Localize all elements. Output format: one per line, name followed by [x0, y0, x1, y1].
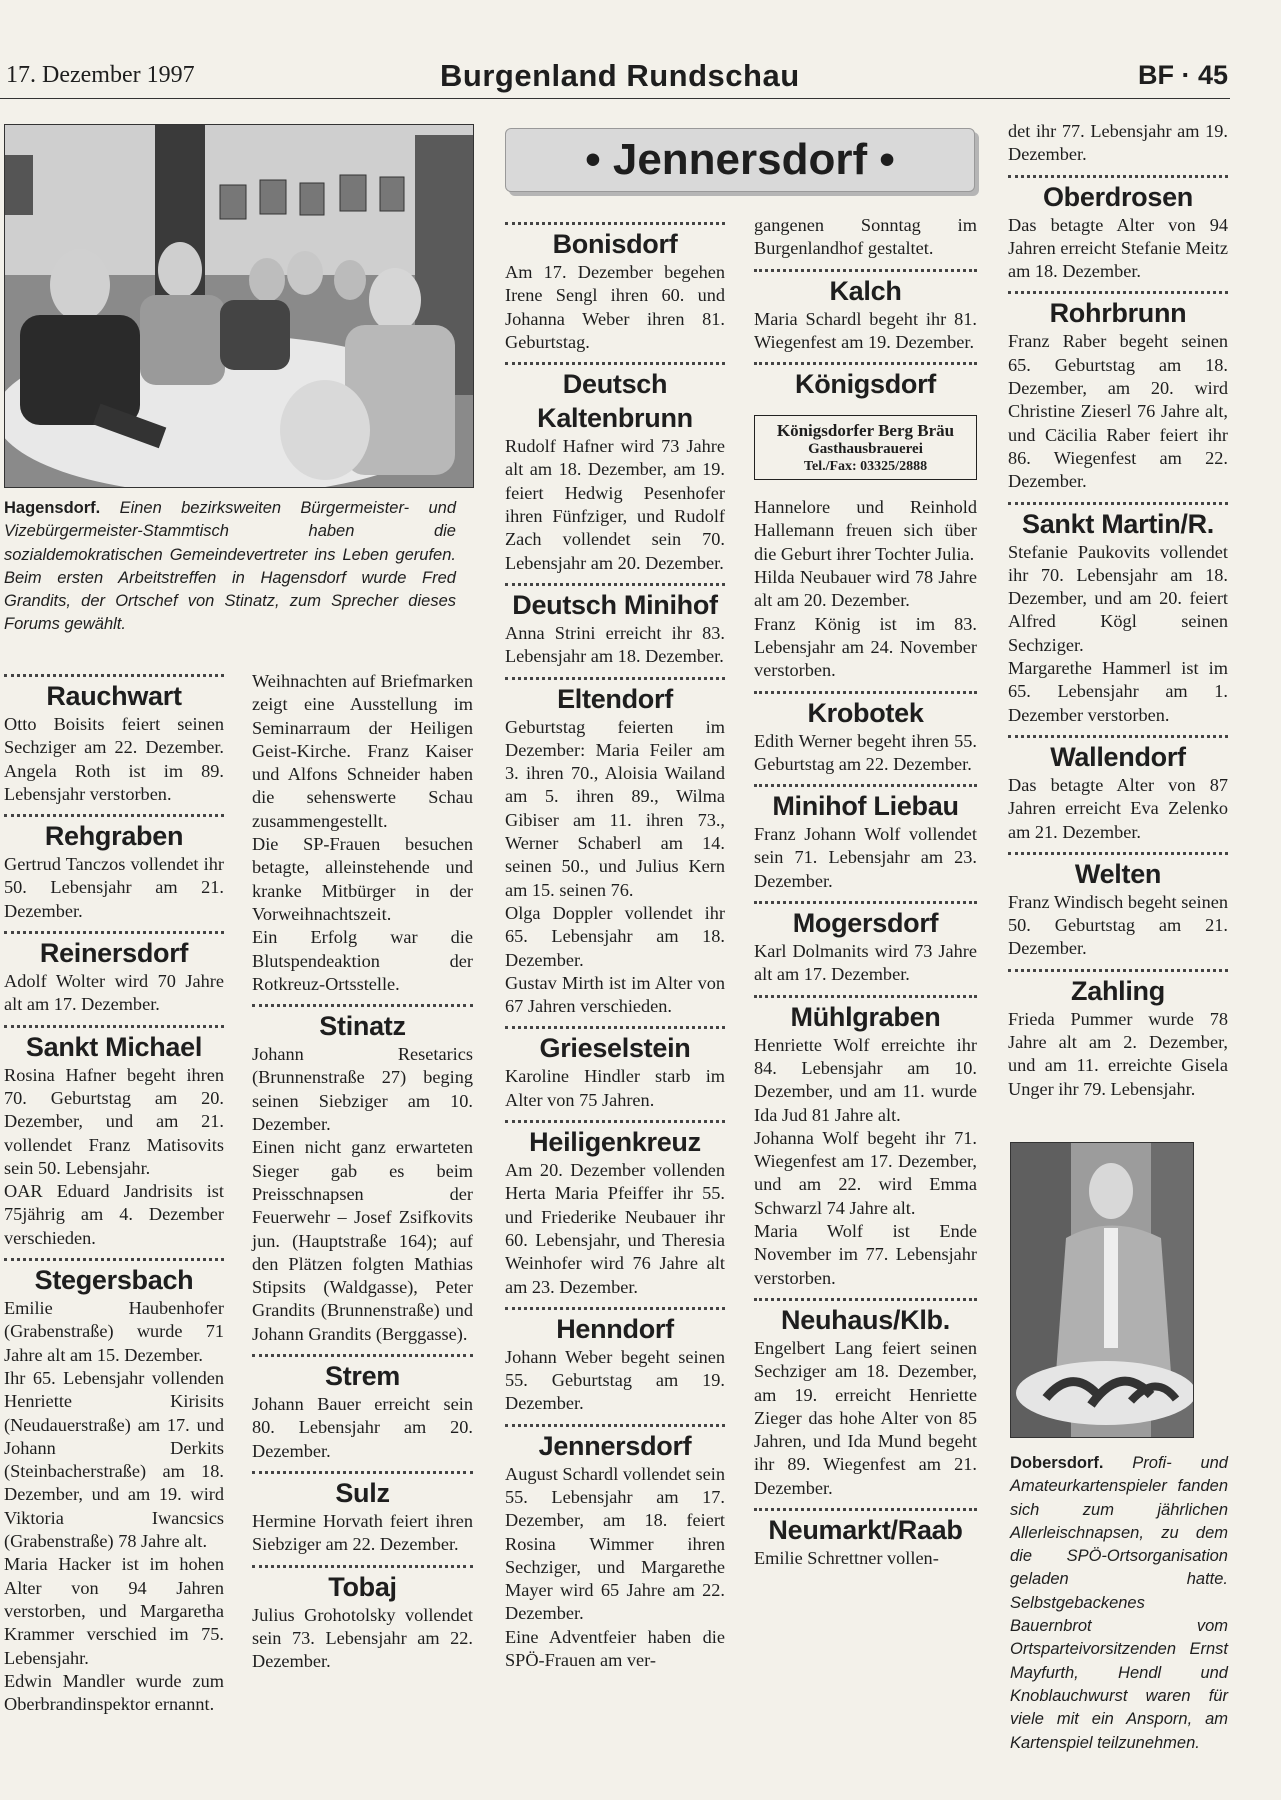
- article-paragraph: Emilie Haubenhofer (Grabenstraße) wurde 71 Jahre alt am 15. Dezember.: [4, 1298, 224, 1365]
- photo-dobersdorf-image: [1011, 1143, 1193, 1437]
- article-paragraph: Adolf Wolter wird 70 Jahre alt am 17. Dezember.: [4, 971, 224, 1015]
- dotted-divider: [754, 1298, 977, 1301]
- place-heading: Minihof Liebau: [772, 791, 959, 822]
- article-body: [754, 730, 977, 777]
- dotted-divider: [505, 1026, 725, 1029]
- article-paragraph: Hilda Neubauer wird 78 Jahre alt am 20. Dezember.: [754, 567, 977, 611]
- article-paragraph: Henriette Wolf erreichte ihr 84. Lebensjahr am 10. Dezember, und am 11. wurde Ida Jud 81 Jahre alt.: [754, 1034, 977, 1125]
- column-3: [505, 214, 725, 1672]
- article: [754, 1508, 977, 1570]
- article-paragraph: Karoline Hindler starb im Alter von 75 Jahren.: [505, 1066, 725, 1110]
- article-paragraph: Johann Weber begeht seinen 55. Geburtstag am 19. Dezember.: [505, 1346, 725, 1414]
- article-paragraph: det ihr 77. Lebensjahr am 19. Dezember.: [1008, 121, 1228, 165]
- article-paragraph: Maria Schardl begeht ihr 81. Wiegenfest am 19. Dezember.: [754, 308, 977, 352]
- article-paragraph: Geburtstag feierten im Dezember: Maria Feiler am 3. ihren 70., Aloisia Wailand am 5. ihren 89., Wilma Gibiser am 11. ihren 73., Werner Schaberl am 14. seinen 50., und Julius Kern am 15. seinen 76.: [505, 716, 725, 900]
- article-body: [505, 435, 725, 575]
- article-paragraph: Margarethe Hammerl ist im 65. Lebensjahr am 1. Dezember verstorben.: [1008, 658, 1228, 725]
- article-paragraph: Rudolf Hafner wird 73 Jahre alt am 18. Dezember, am 19. feiert Hedwig Pesenhofer ihren Fünfziger, und Rudolf Zach vollendet sein 70. Lebensjahr am 20. Dezember.: [505, 436, 725, 573]
- column-4-bottom: [754, 496, 977, 1570]
- place-heading: Strem: [324, 1361, 401, 1392]
- article-paragraph: Julius Grohotolsky vollendet sein 73. Lebensjahr am 22. Dezember.: [252, 1604, 473, 1672]
- article-body: [505, 716, 725, 1019]
- caption-lead-hagensdorf: Hagensdorf.: [4, 499, 101, 517]
- section-banner-jennersdorf: • Jennersdorf •: [505, 128, 975, 192]
- ad-phone: Tel./Fax: 03325/2888: [803, 459, 928, 475]
- place-heading: Reinersdorf: [39, 938, 189, 969]
- article: [505, 362, 725, 575]
- article-body: [252, 1393, 473, 1463]
- article: [252, 1471, 473, 1557]
- place-heading: Neumarkt/Raab: [768, 1514, 963, 1545]
- article: [754, 214, 977, 261]
- article-body: [252, 670, 473, 996]
- article-body: [505, 622, 725, 669]
- dotted-divider: [1008, 735, 1228, 738]
- dotted-divider: [754, 691, 977, 694]
- article-body: [505, 1463, 725, 1673]
- article: [4, 1258, 224, 1716]
- article-paragraph: Gertrud Tanczos vollendet ihr 50. Lebensjahr am 21. Dezember.: [4, 854, 224, 921]
- article-body: [505, 1346, 725, 1416]
- article-body: [1008, 541, 1228, 727]
- article: [754, 995, 977, 1290]
- issue-date: 17. Dezember 1997: [6, 62, 195, 88]
- place-heading: Wallendorf: [1050, 741, 1186, 772]
- place-heading: Krobotek: [807, 697, 924, 728]
- dotted-divider: [1008, 175, 1228, 178]
- article-paragraph: Maria Wolf ist Ende November im 77. Lebensjahr verstorben.: [754, 1221, 977, 1288]
- dotted-divider: [4, 814, 224, 817]
- dotted-divider: [1008, 502, 1228, 505]
- article-paragraph: Das betagte Alter von 94 Jahren erreicht Stefanie Meitz am 18. Dezember.: [1008, 214, 1228, 282]
- article: [4, 931, 224, 1017]
- place-heading: Neuhaus/Klb.: [781, 1304, 950, 1335]
- place-heading: Kalch: [829, 275, 902, 306]
- article: [505, 1026, 725, 1112]
- article-body: [1008, 120, 1228, 167]
- article-body: [4, 970, 224, 1017]
- article-paragraph: Karl Dolmanits wird 73 Jahre alt am 17. Dezember.: [754, 941, 977, 985]
- article: [754, 269, 977, 355]
- article-body: [505, 1159, 725, 1299]
- article-paragraph: Anna Strini erreicht ihr 83. Lebensjahr am 18. Dezember.: [505, 622, 725, 667]
- article-body: [1008, 891, 1228, 961]
- article: [505, 677, 725, 1019]
- article: [505, 583, 725, 669]
- dotted-divider: [754, 901, 977, 904]
- dotted-divider: [505, 1120, 725, 1123]
- place-heading: Rauchwart: [46, 681, 182, 711]
- article-paragraph: Ein Erfolg war die Blutspendeaktion der Rotkreuz-Ortsstelle.: [252, 927, 473, 994]
- dotted-divider: [505, 1307, 725, 1310]
- article-paragraph: Hannelore und Reinhold Hallemann freuen sich über die Geburt ihrer Tochter Julia.: [754, 497, 977, 564]
- article-body: [4, 853, 224, 923]
- caption-text-hagensdorf: Einen bezirksweiten Bürgermeister- und Vizebürgermeister-Stammtisch haben die sozialdemokratischen Gemeindevertreter ins Leben gerufen. Beim ersten Arbeitstreffen in Hagensdorf wurde Fred Grandits, der Ortschef von Stinatz, zum Sprecher dieses Forums gewählt.: [4, 499, 456, 634]
- dotted-divider: [754, 995, 977, 998]
- article: [754, 691, 977, 777]
- place-heading: Deutsch Minihof: [512, 589, 718, 620]
- article-paragraph: Otto Boisits feiert seinen Sechziger am 22. Dezember. Angela Roth ist im 89. Lebensjahr verstorben.: [4, 714, 224, 804]
- column-4-top: [754, 214, 977, 401]
- column-5: [1008, 120, 1228, 1101]
- article-paragraph: Franz Raber begeht seinen 65. Geburtstag am 18. Dezember, am 20. wird Christine Zieserl 76 Jahre alt, und Cäcilia Raber feiert ihr 86. Wiegenfest am 22. Dezember.: [1008, 331, 1228, 492]
- article: [1008, 502, 1228, 727]
- column-1: [4, 666, 224, 1716]
- article: [754, 1298, 977, 1500]
- place-heading: Rohrbrunn: [1049, 298, 1187, 329]
- article-body: [1008, 330, 1228, 493]
- dotted-divider: [4, 1258, 224, 1261]
- article-body: [4, 713, 224, 806]
- article: [1008, 120, 1228, 167]
- dotted-divider: [4, 1025, 224, 1028]
- article: [1008, 735, 1228, 844]
- article: [1008, 291, 1228, 493]
- article-paragraph: Rosina Hafner begeht ihren 70. Geburtstag am 20. Dezember, und am 21. vollendet Franz Matisovits sein 50. Lebensjahr.: [4, 1064, 224, 1178]
- article-paragraph: Johann Resetarics (Brunnenstraße 27) beging seinen Siebziger am 10. Dezember.: [252, 1044, 473, 1135]
- article: [505, 222, 725, 354]
- article: [4, 814, 224, 923]
- place-heading: Grieselstein: [539, 1033, 691, 1064]
- article-body: [754, 940, 977, 987]
- masthead: [0, 58, 1230, 99]
- place-heading: Sankt Michael: [25, 1031, 203, 1062]
- dotted-divider: [505, 222, 725, 225]
- article-body: [505, 261, 725, 354]
- article-paragraph: Weihnachten auf Briefmarken zeigt eine Ausstellung im Seminarraum der Heiligen Geist-Kirche. Franz Kaiser und Alfons Schneider haben die sehenswerte Schau zusammengestellt.: [252, 671, 473, 831]
- newspaper-title: Burgenland Rundschau: [440, 58, 800, 93]
- article-body: [754, 1337, 977, 1500]
- article-body: [252, 1604, 473, 1674]
- article-body: [505, 1065, 725, 1112]
- ad-name: Königsdorfer Berg Bräu: [776, 421, 955, 441]
- ad-koenigsdorfer-berg-braeu: [754, 415, 977, 480]
- photo-dobersdorf-caption: [1010, 1452, 1228, 1755]
- article: [1008, 852, 1228, 961]
- article-paragraph: Johanna Wolf begeht ihr 71. Wiegenfest am 17. Dezember, und am 22. wird Emma Schwarzl 74 Jahre alt.: [754, 1127, 977, 1218]
- place-heading: Zahling: [1071, 975, 1165, 1006]
- article-paragraph: Eine Adventfeier haben die SPÖ-Frauen am ver-: [505, 1626, 725, 1671]
- article: [754, 784, 977, 893]
- article-body: [4, 1064, 224, 1250]
- article: [505, 1424, 725, 1673]
- article: [252, 1004, 473, 1346]
- article-paragraph: Johann Bauer erreicht sein 80. Lebensjahr am 20. Dezember.: [252, 1394, 473, 1461]
- article-paragraph: Olga Doppler vollendet ihr 65. Lebensjahr am 18. Dezember.: [505, 902, 725, 970]
- place-heading: Oberdrosen: [1042, 181, 1194, 212]
- place-heading: Stegersbach: [34, 1265, 194, 1296]
- photo-hagensdorf-meeting: [4, 124, 474, 488]
- dotted-divider: [1008, 291, 1228, 294]
- page-number: BF · 45: [1137, 60, 1228, 90]
- dotted-divider: [505, 1424, 725, 1427]
- article-paragraph: Am 20. Dezember vollenden Herta Maria Pfeiffer ihr 55. und Friederike Neubauer ihr 60. Lebensjahr, und Theresia Weinhofer wird 76 Jahre alt am 23. Dezember.: [505, 1160, 725, 1297]
- article-paragraph: Edith Werner begeht ihren 55. Geburtstag am 22. Dezember.: [754, 730, 977, 774]
- dotted-divider: [1008, 852, 1228, 855]
- dotted-divider: [252, 1004, 473, 1007]
- photo-dobersdorf: [1010, 1142, 1194, 1438]
- article: [4, 1025, 224, 1250]
- dotted-divider: [252, 1354, 473, 1357]
- place-heading: Tobaj: [328, 1571, 397, 1602]
- article: [754, 496, 977, 682]
- caption-text-dobersdorf: Profi- und Amateurkartenspieler fanden sich zum jährlichen Allerleischnapsen, zu dem die SPÖ-Ortsorganisation geladen hatte. Selbstgebackenes Bauernbrot vom Ortsparteivorsitzenden Ernst Mayfurth, Hendl und Knoblauchwurst waren für viele mit ein Ansporn, am Kartenspiel teilzunehmen.: [1010, 1454, 1228, 1752]
- article-paragraph: gangenen Sonntag im Burgenlandhof gestaltet.: [754, 215, 977, 259]
- article-paragraph: Ihr 65. Lebensjahr vollenden Henriette Kirisits (Neudauerstraße) am 17. und Johann Derkits (Steinbacherstraße) am 18. Dezember, und am 19. wird Viktoria Iwancsics (Grabenstraße) 78 Jahre alt.: [4, 1367, 224, 1552]
- article-paragraph: August Schardl vollendet sein 55. Lebensjahr am 17. Dezember, am 18. feiert Rosina Wimmer ihren Sechziger, und Margarethe Mayer wird 65 Jahre am 22. Dezember.: [505, 1463, 725, 1624]
- article-paragraph: Einen nicht ganz erwarteten Sieger gab es beim Preisschnapsen der Feuerwehr – Josef Zsifkovits jun. (Hauptstraße 164); auf den Plätzen folgten Mathias Stipsits (Waldgasse), Peter Grandits (Brunnenstraße) und Johann Grandits (Berggasse).: [252, 1137, 473, 1344]
- article-paragraph: Frieda Pummer wurde 78 Jahre alt am 2. Dezember, und am 11. erreichte Gisela Unger ihr 79. Lebensjahr.: [1008, 1008, 1228, 1099]
- place-heading: Henndorf: [556, 1313, 674, 1344]
- article: [505, 1307, 725, 1416]
- article: [754, 901, 977, 987]
- article-paragraph: Am 17. Dezember begehen Irene Sengl ihren 60. und Johanna Weber ihren 81. Geburtstag.: [505, 262, 725, 352]
- article-paragraph: OAR Eduard Jandrisits ist 75jährig am 4. Dezember verschieden.: [4, 1181, 224, 1248]
- article-body: [1008, 1008, 1228, 1101]
- place-heading: Jennersdorf: [538, 1430, 692, 1461]
- article-body: [1008, 774, 1228, 844]
- article-paragraph: Gustav Mirth ist im Alter von 67 Jahren verschieden.: [505, 972, 725, 1017]
- article-body: [1008, 214, 1228, 284]
- article: [252, 1565, 473, 1674]
- article-body: [252, 1510, 473, 1557]
- dotted-divider: [754, 784, 977, 787]
- article-body: [754, 1034, 977, 1290]
- article-body: [252, 1043, 473, 1346]
- place-heading: Mühlgraben: [790, 1001, 941, 1032]
- dotted-divider: [252, 1471, 473, 1474]
- dotted-divider: [505, 362, 725, 365]
- article: [505, 1120, 725, 1299]
- dotted-divider: [252, 1565, 473, 1568]
- article-body: [754, 496, 977, 682]
- article-paragraph: Franz Johann Wolf vollendet sein 71. Lebensjahr am 23. Dezember.: [754, 824, 977, 891]
- article-paragraph: Engelbert Lang feiert seinen Sechziger am 18. Dezember, am 19. erreicht Henriette Zieger das hohe Alter von 85 Jahren, und Ida Mund begeht ihr 89. Wiegenfest am 21. Dezember.: [754, 1337, 977, 1498]
- place-heading: Königsdorf: [795, 369, 936, 400]
- dotted-divider: [4, 931, 224, 934]
- article-body: [754, 823, 977, 893]
- dotted-divider: [505, 677, 725, 680]
- place-heading: Deutsch Kaltenbrunn: [537, 369, 693, 434]
- photo-hagensdorf-caption: [4, 497, 456, 637]
- place-heading: Bonisdorf: [552, 229, 678, 259]
- place-heading: Sulz: [335, 1477, 390, 1508]
- article-paragraph: Franz Windisch begeht seinen 50. Geburtstag am 21. Dezember.: [1008, 891, 1228, 959]
- article: [1008, 175, 1228, 284]
- article: [252, 1354, 473, 1463]
- dotted-divider: [754, 1508, 977, 1511]
- dotted-divider: [505, 583, 725, 586]
- dotted-divider: [754, 362, 977, 365]
- place-heading: Eltendorf: [557, 683, 673, 714]
- dotted-divider: [4, 674, 224, 677]
- article: [4, 674, 224, 806]
- article-body: [754, 214, 977, 261]
- article-body: [754, 308, 977, 355]
- article-paragraph: Hermine Horvath feiert ihren Siebziger am 22. Dezember.: [252, 1510, 473, 1555]
- article-paragraph: Stefanie Paukovits vollendet ihr 70. Lebensjahr am 18. Dezember, und am 20. feiert Alfred Kögl seinen Sechziger.: [1008, 541, 1228, 655]
- place-heading: Heiligenkreuz: [529, 1127, 701, 1158]
- article: [754, 362, 977, 401]
- article-paragraph: Edwin Mandler wurde zum Oberbrandinspektor ernannt.: [4, 1670, 224, 1715]
- place-heading: Stinatz: [319, 1011, 406, 1042]
- place-heading: Mogersdorf: [792, 908, 939, 939]
- dotted-divider: [754, 269, 977, 272]
- place-heading: Welten: [1074, 858, 1162, 889]
- photo-hagensdorf-image: [5, 125, 473, 487]
- article: [252, 670, 473, 996]
- article-paragraph: Emilie Schrettner vollen-: [754, 1547, 939, 1568]
- column-4: [754, 214, 977, 1570]
- dotted-divider: [1008, 969, 1228, 972]
- article-paragraph: Franz König ist im 83. Lebensjahr am 24. November verstorben.: [754, 613, 977, 681]
- place-heading: Rehgraben: [44, 821, 184, 852]
- caption-lead-dobersdorf: Dobersdorf.: [1010, 1454, 1104, 1472]
- article-body: [4, 1297, 224, 1716]
- column-2: [252, 670, 473, 1673]
- article: [1008, 969, 1228, 1101]
- article-paragraph: Die SP-Frauen besuchen betagte, alleinstehende und kranke Mitbürger in der Vorweihnachtszeit.: [252, 834, 473, 924]
- place-heading: Sankt Martin/R.: [1021, 508, 1215, 539]
- ad-subtitle: Gasthausbrauerei: [808, 441, 923, 458]
- article-body: [754, 1547, 977, 1570]
- article-paragraph: Das betagte Alter von 87 Jahren erreicht Eva Zelenko am 21. Dezember.: [1008, 774, 1228, 842]
- article-paragraph: Maria Hacker ist im hohen Alter von 94 Jahren verstorben, und Margaretha Krammer verschied im 75. Lebensjahr.: [4, 1554, 224, 1668]
